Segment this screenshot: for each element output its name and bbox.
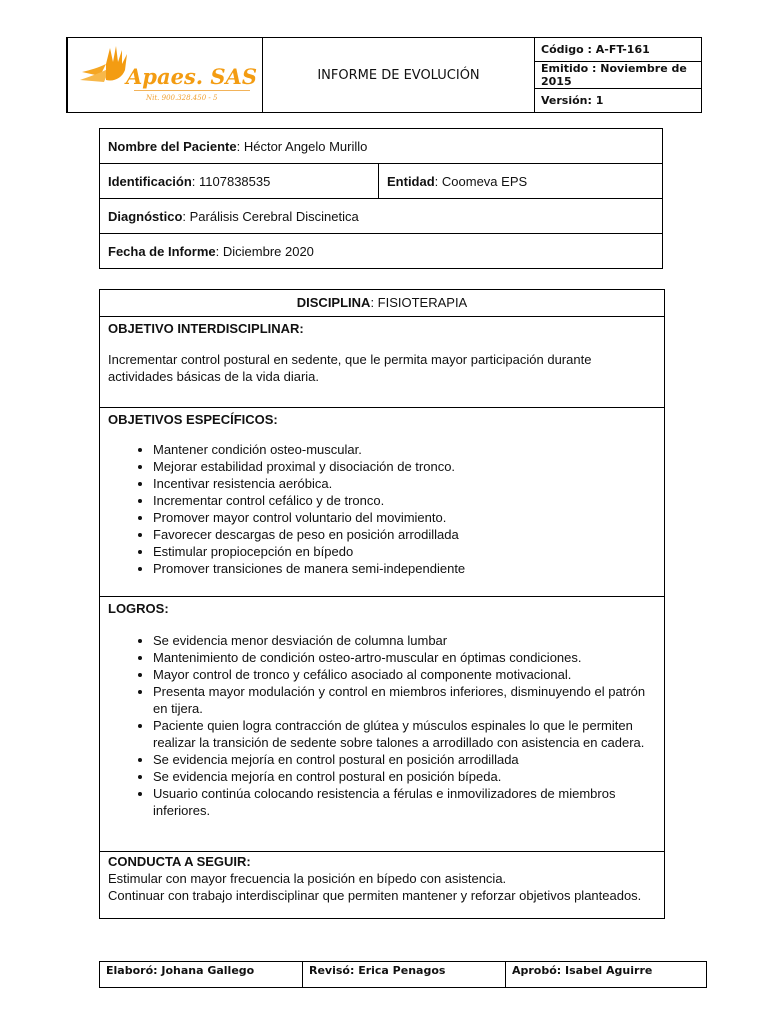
- list-item: • Paciente quien logra contracción de glútea y músculos espinales lo que le permiten realizar la transición de sedente sobre talones a arrodillado con asistencia en cadera.: [153, 717, 656, 751]
- discipline-row: [100, 290, 664, 317]
- achievements: [100, 597, 664, 852]
- objective-title: OBJETIVO INTERDISCIPLINAR:: [108, 321, 304, 336]
- achievements-list: [108, 632, 656, 819]
- doc-code: Código : A-FT-161: [535, 38, 702, 62]
- specific-objectives-title: OBJETIVOS ESPECÍFICOS:: [108, 412, 278, 427]
- diagnosis-label: Diagnóstico: [108, 208, 183, 224]
- discipline-label: DISCIPLINA: [296, 295, 371, 310]
- signature-footer: [99, 961, 707, 988]
- list-item: • Se evidencia mejoría en control postural en posición arrodillada: [153, 751, 656, 768]
- list-item: • Usuario continúa colocando resistencia a férulas e inmovilizadores de miembros inferiores.: [153, 785, 656, 819]
- report-date-row: [100, 234, 663, 269]
- list-item: • Estimular propiocepción en bípedo: [153, 543, 656, 560]
- list-item: • Mayor control de tronco y cefálico asociado al componente motivacional.: [153, 666, 656, 683]
- list-item: • Promover transiciones de manera semi-independiente: [153, 560, 656, 577]
- patient-name-value: : Héctor Angelo Murillo: [236, 138, 368, 154]
- logo-cell: [67, 38, 263, 113]
- specific-objectives: [100, 408, 664, 597]
- report-date-label: Fecha de Informe: [108, 243, 216, 259]
- document-header: [66, 37, 702, 113]
- list-item: • Incrementar control cefálico y de tronco.: [153, 492, 656, 509]
- patient-entity-cell: [379, 164, 663, 199]
- list-item: • Favorecer descargas de peso en posición arrodillada: [153, 526, 656, 543]
- patient-name-label: Nombre del Paciente: [108, 138, 237, 154]
- logo-divider: [134, 90, 250, 91]
- interdisciplinary-objective: [100, 317, 664, 408]
- list-item: • Mantener condición osteo-muscular.: [153, 441, 656, 458]
- diagnosis-value: : Parálisis Cerebral Discinetica: [182, 208, 359, 224]
- list-item: • Se evidencia mejoría en control postural en posición bípeda.: [153, 768, 656, 785]
- company-logo: [76, 42, 256, 106]
- discipline-value: : FISIOTERAPIA: [370, 295, 468, 310]
- patient-entity-value: : Coomeva EPS: [434, 173, 528, 189]
- report-date-value: : Diciembre 2020: [215, 243, 314, 259]
- list-item: • Incentivar resistencia aeróbica.: [153, 475, 656, 492]
- reviewed-by: Revisó: Erica Penagos: [303, 962, 506, 988]
- achievements-title: LOGROS:: [108, 601, 169, 616]
- list-item: • Promover mayor control voluntario del movimiento.: [153, 509, 656, 526]
- list-item: • Mejorar estabilidad proximal y disociación de tronco.: [153, 458, 656, 475]
- logo-wordmark: Apaes. SAS: [126, 64, 258, 89]
- doc-version: Versión: 1: [535, 89, 702, 113]
- conduct-text-1: Estimular con mayor frecuencia la posición en bípedo con asistencia.: [108, 871, 507, 886]
- patient-id-value: : 1107838535: [191, 173, 271, 189]
- follow-up-conduct: [100, 852, 664, 918]
- discipline-section: [99, 289, 665, 919]
- patient-id-label: Identificación: [108, 173, 192, 189]
- specific-objectives-list: [108, 441, 656, 577]
- patient-info-table: [99, 128, 663, 269]
- diagnosis-row: [100, 199, 663, 234]
- conduct-title: CONDUCTA A SEGUIR:: [108, 854, 251, 869]
- approved-by: Aprobó: Isabel Aguirre: [506, 962, 707, 988]
- objective-text: Incrementar control postural en sedente, que le permita mayor participación durante actividades básicas de la vida diaria.: [108, 352, 592, 384]
- patient-entity-label: Entidad: [387, 173, 435, 189]
- patient-name-row: [100, 129, 663, 164]
- document-title: INFORME DE EVOLUCIÓN: [263, 38, 535, 113]
- list-item: • Mantenimiento de condición osteo-artro-muscular en óptimas condiciones.: [153, 649, 656, 666]
- patient-id-cell: [100, 164, 379, 199]
- prepared-by: Elaboró: Johana Gallego: [100, 962, 303, 988]
- list-item: • Presenta mayor modulación y control en miembros inferiores, disminuyendo el patrón en tijera.: [153, 683, 656, 717]
- logo-nit: Nit. 900.328.450 - 5: [146, 94, 218, 102]
- doc-issued: Emitido : Noviembre de 2015: [535, 62, 702, 89]
- list-item: • Se evidencia menor desviación de columna lumbar: [153, 632, 656, 649]
- conduct-text-2: Continuar con trabajo interdisciplinar que permiten mantener y reforzar objetivos planteados.: [108, 888, 642, 903]
